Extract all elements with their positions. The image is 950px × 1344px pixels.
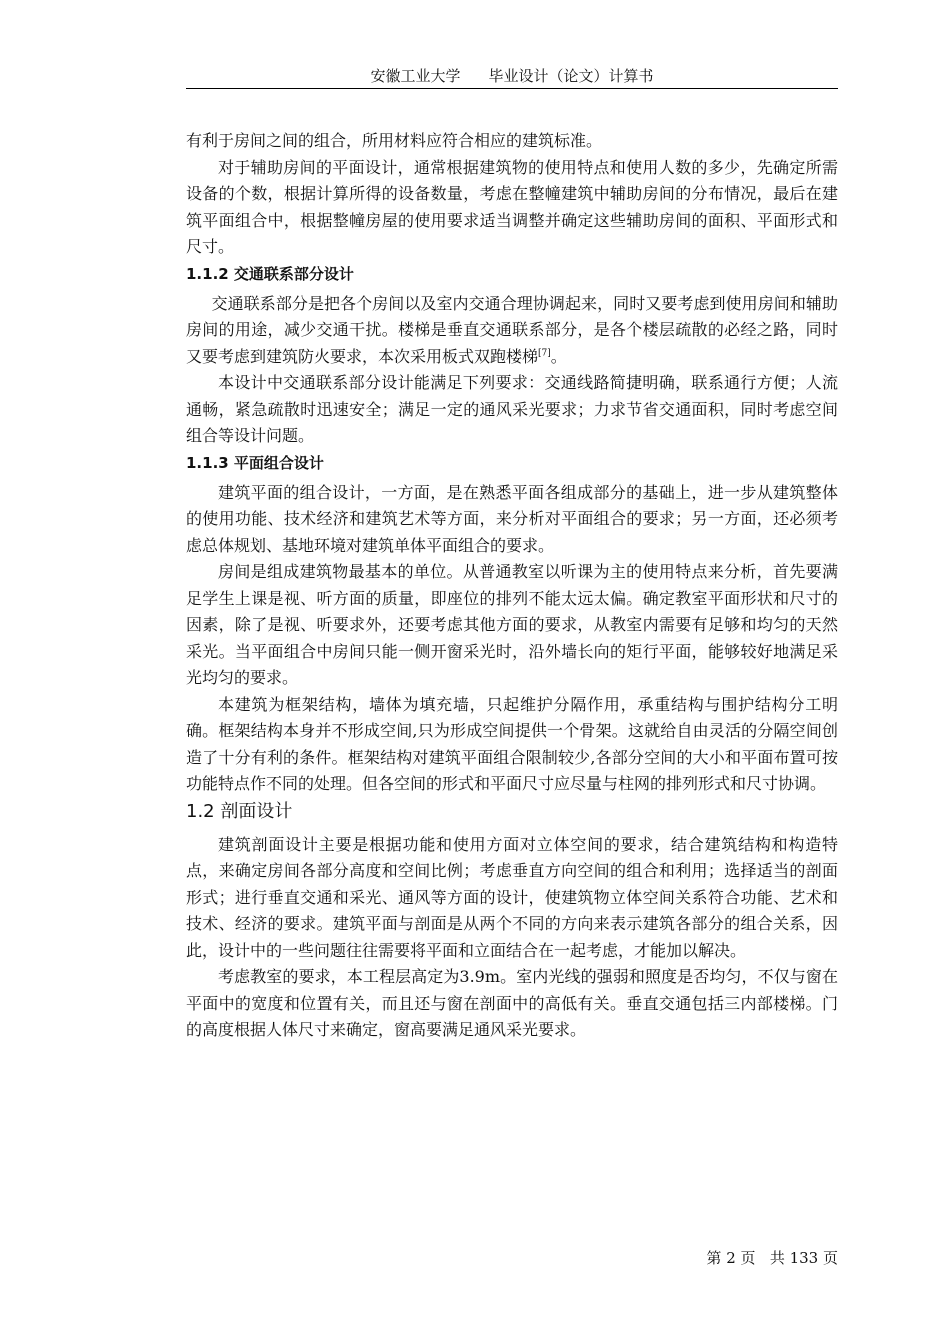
page-footer: [186, 1248, 838, 1268]
citation-ref: [7]: [538, 348, 551, 359]
paragraph-circulation-text: 交通联系部分是把各个房间以及室内交通合理协调起来，同时又要考虑到使用房间和辅助房间的用途，减少交通干扰。楼梯是垂直交通联系部分，是各个楼层疏散的必经之路，同时又要考虑到建筑防火要求，本次采用板式双跑楼梯: [186, 293, 838, 366]
paragraph-classroom: 房间是组成建筑物最基本的单位。从普通教室以听课为主的使用特点来分析，首先要满足学生上课是视、听方面的质量，即座位的排列不能太远太偏。确定教室平面形状和尺寸的因素，除了是视、听要求外，还要考虑其他方面的要求，从教室内需要有足够和均匀的天然采光。当平面组合中房间只能一侧开窗采光时，沿外墙长向的矩行平面，能够较好地满足采光均匀的要求。: [186, 562, 838, 687]
paragraph-auxiliary-rooms: 对于辅助房间的平面设计，通常根据建筑物的使用特点和使用人数的多少，先确定所需设备的个数，根据计算所得的设备数量，考虑在整幢建筑中辅助房间的分布情况，最后在建筑平面组合中，根据整幢房屋的使用要求适当调整并确定这些辅助房间的面积、平面形式和尺寸。: [186, 157, 838, 256]
page-header: [186, 66, 838, 89]
page-number: 第 2 页: [706, 1249, 756, 1267]
page-total: 共 133 页: [769, 1249, 838, 1267]
header-school: 安徽工业大学: [370, 67, 461, 85]
heading-1-1-3: 1.1.3 平面组合设计: [186, 453, 324, 472]
paragraph-plan-composition: 建筑平面的组合设计，一方面，是在熟悉平面各组成部分的基础上，进一步从建筑整体的使用功能、技术经济和建筑艺术等方面，来分析对平面组合的要求；另一方面，还必须考虑总体规划、基地环境对建筑单体平面组合的要求。: [186, 482, 838, 555]
header-title: 毕业设计（论文）计算书: [488, 67, 654, 85]
heading-1-2: 1.2 剖面设计: [186, 800, 293, 822]
paragraph-circulation: [186, 291, 838, 371]
paragraph-section-design: 建筑剖面设计主要是根据功能和使用方面对立体空间的要求，结合建筑结构和构造特点，来确定房间各部分高度和空间比例；考虑垂直方向空间的组合和利用；选择适当的剖面形式；进行垂直交通和采光、通风等方面的设计，使建筑物立体空间关系符合功能、艺术和技术、经济的要求。建筑平面与剖面是从两个不同的方向来表示建筑各部分的组合关系，因此，设计中的一些问题往往需要将平面和立面结合在一起考虑，才能加以解决。: [186, 834, 838, 960]
paragraph-floor-height: 考虑教室的要求，本工程层高定为3.9m。室内光线的强弱和照度是否均匀，不仅与窗在平面中的宽度和位置有关，而且还与窗在剖面中的高低有关。垂直交通包括三内部楼梯。门的高度根据人体尺寸来确定，窗高要满足通风采光要求。: [186, 967, 838, 1039]
paragraph-circulation-requirements: 本设计中交通联系部分设计能满足下列要求：交通线路简捷明确，联系通行方便；人流通畅，紧急疏散时迅速安全；满足一定的通风采光要求；力求节省交通面积，同时考虑空间组合等设计问题。: [186, 373, 838, 445]
paragraph-continuation: 有利于房间之间的组合，所用材料应符合相应的建筑标准。: [186, 131, 603, 150]
heading-1-1-2: 1.1.2 交通联系部分设计: [186, 264, 354, 283]
paragraph-circulation-end: 。: [550, 346, 567, 366]
page-content: [186, 128, 838, 1044]
paragraph-frame-structure: 本建筑为框架结构，墙体为填充墙，只起维护分隔作用，承重结构与围护结构分工明确。框架结构本身并不形成空间,只为形成空间提供一个骨架。这就给自由灵活的分隔空间创造了十分有利的条件。框架结构对建筑平面组合限制较少,各部分空间的大小和平面布置可按功能特点作不同的处理。但各空间的形式和平面尺寸应尽量与柱网的排列形式和尺寸协调。: [186, 694, 838, 793]
